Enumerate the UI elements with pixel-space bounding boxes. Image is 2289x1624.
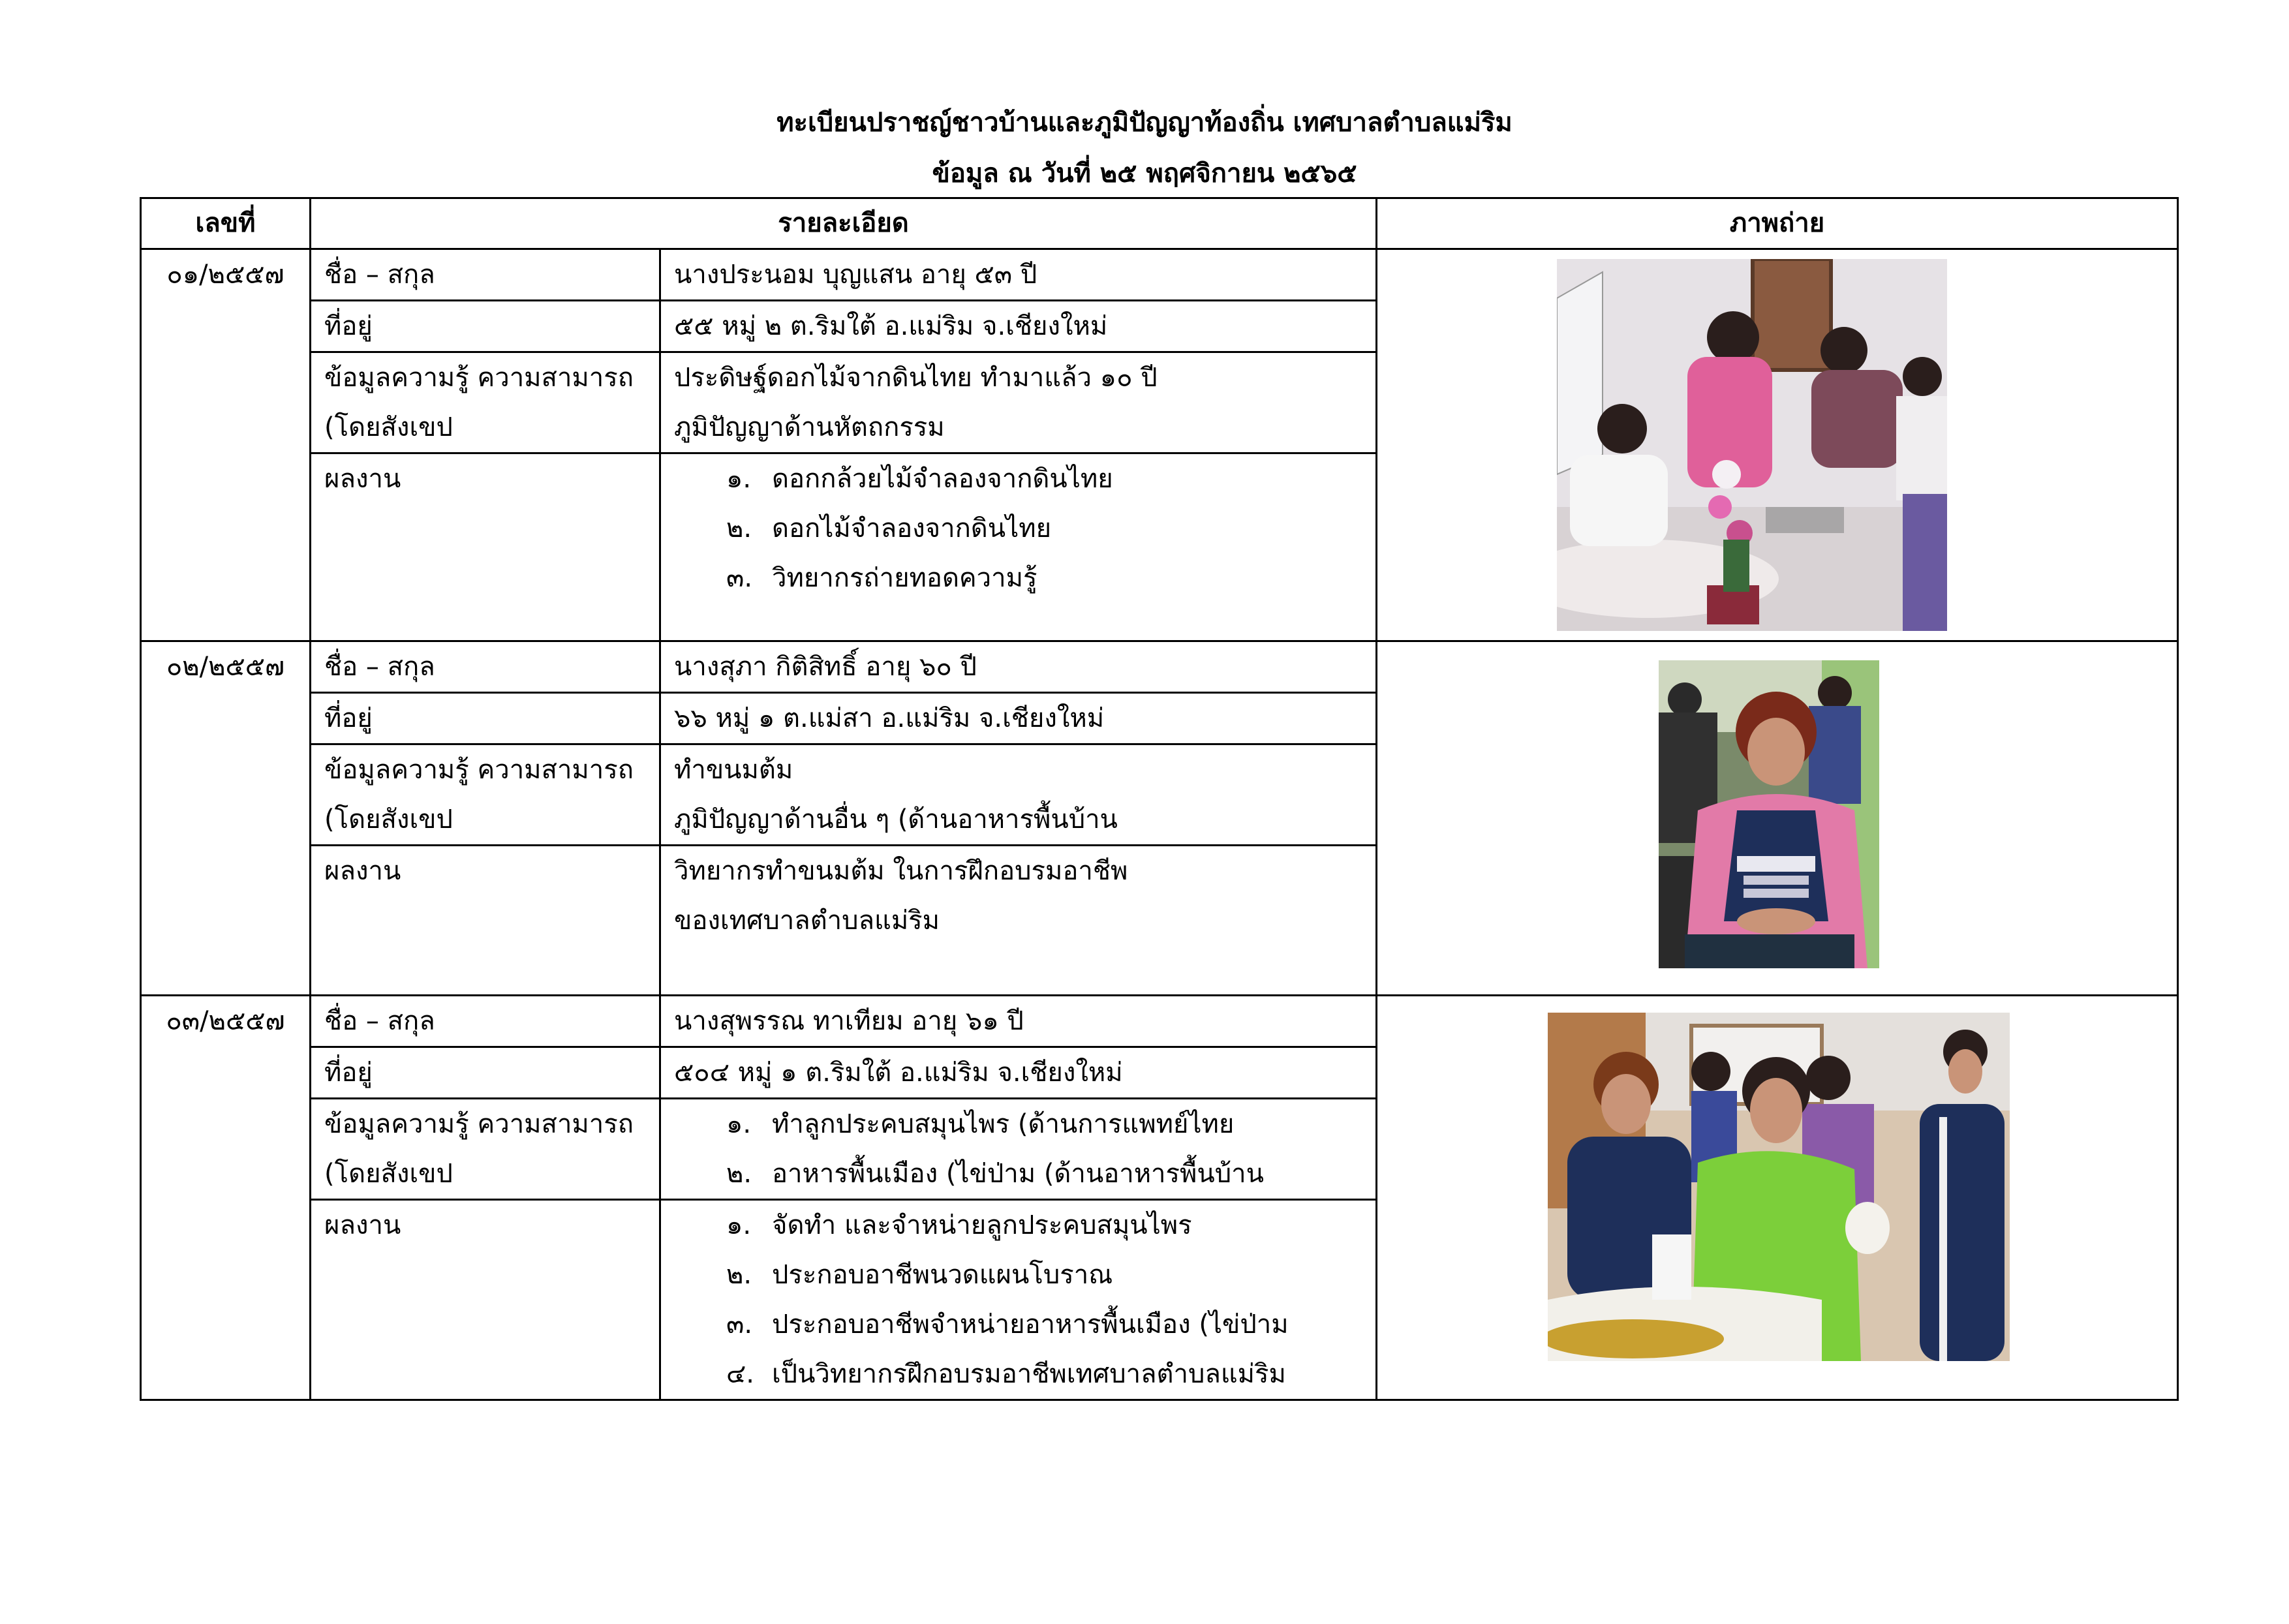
list-item-text: ดอกกล้วยไม้จำลองจากดินไทย	[772, 464, 1113, 494]
label-knowledge-line: (โดยสังเขป	[324, 412, 453, 442]
list-item-number: ๑.	[726, 1109, 752, 1139]
knowledge-line: ภูมิปัญญาด้านอื่น ๆ (ด้านอาหารพื้นบ้าน	[674, 804, 1118, 835]
label-name: ชื่อ – สกุล	[311, 641, 660, 693]
knowledge-list	[674, 1099, 1362, 1199]
list-item-number: ๓.	[726, 563, 753, 593]
label-works: ผลงาน	[311, 453, 660, 641]
list-item-text: จัดทำ และจำหน่ายลูกประคบสมุนไพร	[772, 1210, 1192, 1240]
value-name: นางสุพรรณ ทาเทียม อายุ ๖๑ ปี	[660, 996, 1377, 1047]
list-item-text: อาหารพื้นเมือง (ไข่ป่าม (ด้านอาหารพื้นบ้าน	[772, 1159, 1264, 1189]
list-item-number: ๒.	[726, 1159, 752, 1189]
header-details: รายละเอียด	[311, 198, 1377, 249]
record-number: ๐๑/๒๕๕๗	[141, 249, 311, 641]
list-item	[674, 1099, 1362, 1149]
label-knowledge-line: ข้อมูลความรู้ ความสามารถ	[324, 363, 634, 393]
value-works	[660, 1200, 1377, 1400]
header-photo: ภาพถ่าย	[1377, 198, 2178, 249]
record-number: ๐๓/๒๕๕๗	[141, 996, 311, 1400]
photo-herbal-compress-making-image	[1548, 1013, 2010, 1361]
list-item-text: ประกอบอาชีพจำหน่ายอาหารพื้นเมือง (ไข่ป่าม	[772, 1310, 1289, 1340]
label-knowledge	[311, 1099, 660, 1200]
record-number: ๐๒/๒๕๕๗	[141, 641, 311, 996]
list-item-number: ๓.	[726, 1310, 753, 1340]
photo-khanom-tom-maker	[1659, 660, 1879, 968]
label-works: ผลงาน	[311, 846, 660, 996]
label-knowledge-line: (โดยสังเขป	[324, 804, 453, 835]
list-item-number: ๔.	[726, 1359, 754, 1389]
photo-herbal-compress-making	[1548, 1013, 2010, 1361]
value-name: นางสุภา กิติสิทธิ์ อายุ ๖๐ ปี	[660, 641, 1377, 693]
list-item-number: ๑.	[726, 1210, 752, 1240]
list-item	[674, 553, 1362, 603]
list-item	[674, 1349, 1362, 1399]
works-list	[674, 454, 1362, 603]
value-address: ๕๐๔ หมู่ ๑ ต.ริมใต้ อ.แม่ริม จ.เชียงใหม่	[660, 1047, 1377, 1099]
works-line: วิทยากรทำขนมต้ม ในการฝึกอบรมอาชีพ	[674, 856, 1128, 886]
document-title: ทะเบียนปราชญ์ชาวบ้านและภูมิปัญญาท้องถิ่น เทศบาลตำบลแม่ริม	[776, 108, 1513, 138]
list-item-text: เป็นวิทยากรฝึกอบรมอาชีพเทศบาลตำบลแม่ริม	[772, 1359, 1286, 1389]
label-knowledge	[311, 744, 660, 846]
list-item-text: ดอกไม้จำลองจากดินไทย	[772, 513, 1052, 544]
photo-clay-flower-workshop	[1557, 259, 1947, 631]
list-item	[674, 1149, 1362, 1199]
label-name: ชื่อ – สกุล	[311, 249, 660, 301]
list-item	[674, 1300, 1362, 1349]
knowledge-line: ภูมิปัญญาด้านหัตถกรรม	[674, 412, 945, 442]
value-knowledge	[660, 352, 1377, 453]
knowledge-line: ประดิษฐ์ดอกไม้จากดินไทย ทำมาแล้ว ๑๐ ปี	[674, 363, 1158, 393]
works-line: ของเทศบาลตำบลแม่ริม	[674, 906, 940, 936]
label-address: ที่อยู่	[311, 693, 660, 744]
value-name: นางประนอม บุญแสน อายุ ๕๓ ปี	[660, 249, 1377, 301]
list-item-text: วิทยากรถ่ายทอดความรู้	[772, 563, 1037, 593]
value-address: ๕๕ หมู่ ๒ ต.ริมใต้ อ.แม่ริม จ.เชียงใหม่	[660, 301, 1377, 352]
value-address: ๖๖ หมู่ ๑ ต.แม่สา อ.แม่ริม จ.เชียงใหม่	[660, 693, 1377, 744]
label-knowledge	[311, 352, 660, 453]
list-item	[674, 1250, 1362, 1300]
photo-khanom-tom-maker-image	[1659, 660, 1879, 968]
list-item	[674, 1201, 1362, 1250]
photo-clay-flower-workshop-image	[1557, 259, 1947, 631]
label-knowledge-line: ข้อมูลความรู้ ความสามารถ	[324, 1109, 634, 1139]
table-header-row	[141, 198, 2178, 249]
list-item-number: ๒.	[726, 513, 752, 544]
list-item-number: ๑.	[726, 464, 752, 494]
label-works: ผลงาน	[311, 1200, 660, 1400]
value-knowledge	[660, 744, 1377, 846]
document-subtitle: ข้อมูล ณ วันที่ ๒๕ พฤศจิกายน ๒๕๖๕	[932, 159, 1357, 189]
label-knowledge-line: ข้อมูลความรู้ ความสามารถ	[324, 755, 634, 785]
list-item-text: ทำลูกประคบสมุนไพร (ด้านการแพทย์ไทย	[772, 1109, 1235, 1139]
list-item	[674, 454, 1362, 504]
value-works	[660, 453, 1377, 641]
label-name: ชื่อ – สกุล	[311, 996, 660, 1047]
knowledge-line: ทำขนมต้ม	[674, 755, 793, 785]
value-works	[660, 846, 1377, 996]
label-address: ที่อยู่	[311, 1047, 660, 1099]
list-item-number: ๒.	[726, 1260, 752, 1290]
list-item-text: ประกอบอาชีพนวดแผนโบราณ	[772, 1260, 1113, 1290]
list-item	[674, 504, 1362, 553]
value-knowledge	[660, 1099, 1377, 1200]
works-list	[674, 1201, 1362, 1399]
label-address: ที่อยู่	[311, 301, 660, 352]
label-knowledge-line: (โดยสังเขป	[324, 1159, 453, 1189]
header-no: เลขที่	[141, 198, 311, 249]
